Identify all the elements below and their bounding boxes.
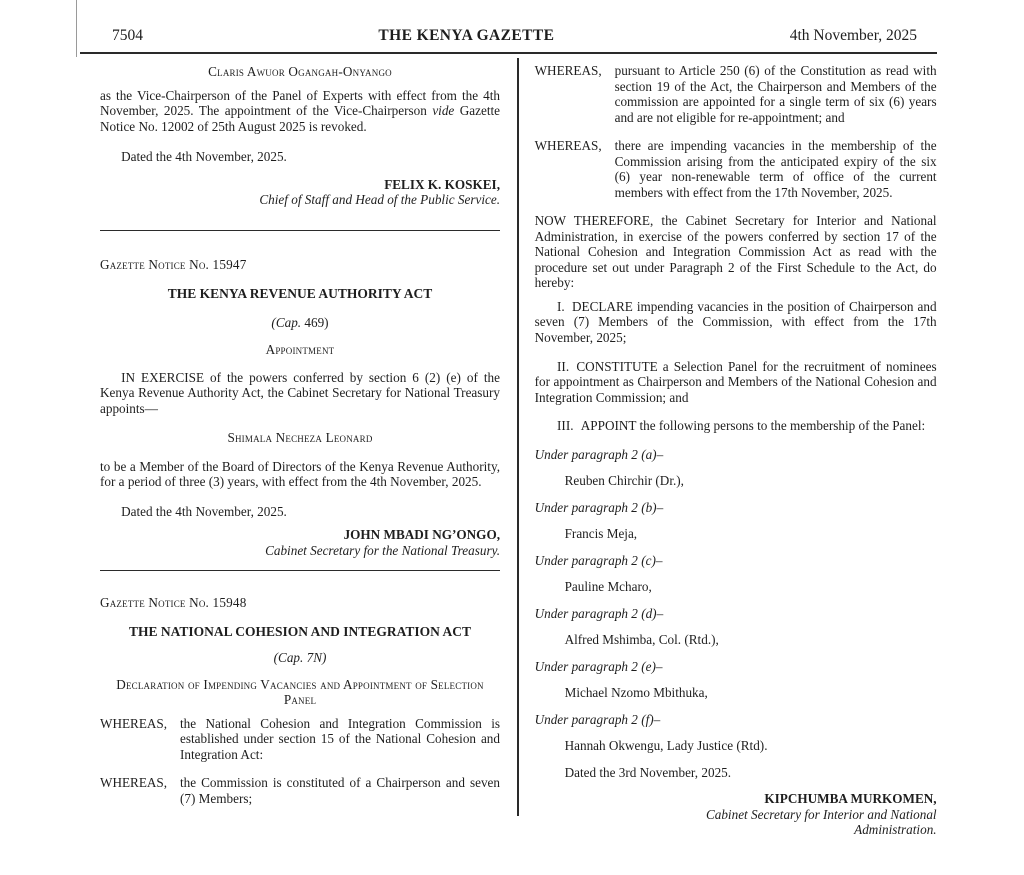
resolution-text: CONSTITUTE a Selection Panel for the recruitment of nominees for appointment as Chairperson and Members of the National Cohesion and Integration Commission; and [534, 358, 937, 405]
column-divider [517, 58, 519, 816]
whereas-label: WHEREAS, [534, 63, 602, 78]
right-column [535, 54, 937, 838]
left-column [100, 54, 500, 838]
act-title: THE KENYA REVENUE AUTHORITY ACT [167, 286, 433, 301]
whereas-clause [100, 775, 500, 806]
page-header [80, 0, 937, 45]
cap-citation: (Cap. 469) [271, 314, 329, 330]
panel-member-name: Pauline Mcharo, [564, 579, 652, 595]
signatory-title: Cabinet Secretary for the National Treasury. [265, 542, 500, 558]
resolution-item [535, 359, 937, 406]
signatory-name: FELIX K. KOSKEI, [384, 176, 500, 192]
signatory-title: Chief of Staff and Head of the Public Service. [259, 192, 500, 207]
notice-subject: Appointment [265, 342, 335, 357]
header-date: 4th November, 2025 [789, 27, 917, 44]
panel-member-name: Reuben Chirchir (Dr.), [564, 473, 684, 489]
whereas-text: the Commission is constituted of a Chairperson and seven (7) Members; [180, 775, 500, 806]
resolution-number: II. [557, 358, 570, 374]
panel-member-name: Hannah Okwengu, Lady Justice (Rtd). [564, 738, 768, 754]
under-paragraph-label: Under paragraph 2 (e)– [534, 658, 663, 674]
signature-block [100, 527, 500, 558]
gazette-title: THE KENYA GAZETTE [378, 27, 555, 44]
signatory-name: JOHN MBADI NG’ONGO, [343, 527, 500, 542]
under-paragraph-label: Under paragraph 2 (a)– [534, 446, 664, 462]
section-divider [100, 230, 500, 231]
whereas-label: WHEREAS, [534, 138, 602, 154]
under-paragraph-label: Under paragraph 2 (b)– [534, 499, 664, 515]
body-paragraph: as the Vice-Chairperson of the Panel of Experts with effect from the 4th November, 2025. The appointment of the Vice-Chairperson vide Gazette Notice No. 12002 of 25th August 2025 is revoked. [100, 87, 501, 134]
body-paragraph: to be a Member of the Board of Directors of the Kenya Revenue Authority, for a period of three (3) years, with effect from the 4th November, 2025. [100, 458, 500, 489]
appointee-name: Claris Awuor Ogangah-Onyango [208, 64, 392, 79]
gazette-notice-number: Gazette Notice No. 15948 [100, 595, 247, 610]
resolution-item [535, 299, 937, 346]
whereas-clause [535, 63, 937, 125]
whereas-text: pursuant to Article 250 (6) of the Constitution as read with section 19 of the Act, the Chairperson and Members of the commission are appointed for a single term of six (6) years and are not eligible for re-appointment; and [614, 63, 937, 125]
resolution-number: I. [557, 298, 565, 314]
section-divider [100, 570, 500, 571]
signatory-name: KIPCHUMBA MURKOMEN, [764, 791, 937, 807]
whereas-clause [535, 138, 937, 200]
resolution-text: DECLARE impending vacancies in the position of Chairperson and seven (7) Members of the Commission, with effect from the 17th November, 2025; [534, 298, 937, 345]
dated-line: Dated the 4th November, 2025. [121, 149, 287, 164]
body-paragraph: IN EXERCISE of the powers conferred by section 6 (2) (e) of the Kenya Revenue Authority Act, the Cabinet Secretary for National Treasury appoints— [100, 369, 500, 416]
signatory-title: Cabinet Secretary for Interior and National Administration. [705, 806, 937, 838]
cap-citation: (Cap. 7N) [273, 650, 327, 665]
under-paragraph-label: Under paragraph 2 (d)– [534, 605, 664, 621]
appointee-name: Shimala Necheza Leonard [227, 430, 373, 445]
dated-line: Dated the 3rd November, 2025. [564, 764, 732, 780]
dated-line: Dated the 4th November, 2025. [121, 503, 287, 519]
signature-block [535, 791, 937, 838]
resolution-item [535, 418, 937, 434]
whereas-text: there are impending vacancies in the membership of the Commission arising from the anticipated expiry of the six (6) year non-renewable term of office of the current members with effect from the 17th November, 2025. [614, 138, 937, 200]
scan-edge-artifact [76, 0, 77, 57]
panel-member-name: Michael Nzomo Mbithuka, [564, 685, 708, 701]
now-therefore-paragraph: NOW THEREFORE, the Cabinet Secretary for Interior and National Administration, in exercise of the powers conferred by section 17 of the National Cohesion and Integration Commission Act as read with the procedure set out under Paragraph 2 of the First Schedule to the Act, do hereby: [534, 213, 937, 291]
whereas-clause [100, 716, 500, 763]
under-paragraph-label: Under paragraph 2 (c)– [534, 552, 663, 568]
panel-member-name: Alfred Mshimba, Col. (Rtd.), [564, 632, 719, 648]
vide-term: vide [432, 103, 455, 118]
under-paragraph-label: Under paragraph 2 (f)– [534, 711, 661, 727]
resolution-number: III. [557, 418, 574, 434]
whereas-label: WHEREAS, [100, 715, 168, 731]
signature-block [100, 177, 500, 208]
resolution-text: APPOINT the following persons to the membership of the Panel: [580, 418, 926, 434]
header-page-number: 7504 [112, 27, 143, 44]
panel-member-name: Francis Meja, [564, 526, 638, 542]
whereas-text: the National Cohesion and Integration Commission is established under section 15 of the National Cohesion and Integration Act: [180, 715, 500, 762]
notice-subject: Declaration of Impending Vacancies and Appointment of Selection Panel [116, 676, 484, 707]
gazette-notice-number: Gazette Notice No. 15947 [100, 256, 247, 272]
whereas-label: WHEREAS, [100, 775, 168, 791]
act-title: THE NATIONAL COHESION AND INTEGRATION ACT [129, 623, 471, 639]
